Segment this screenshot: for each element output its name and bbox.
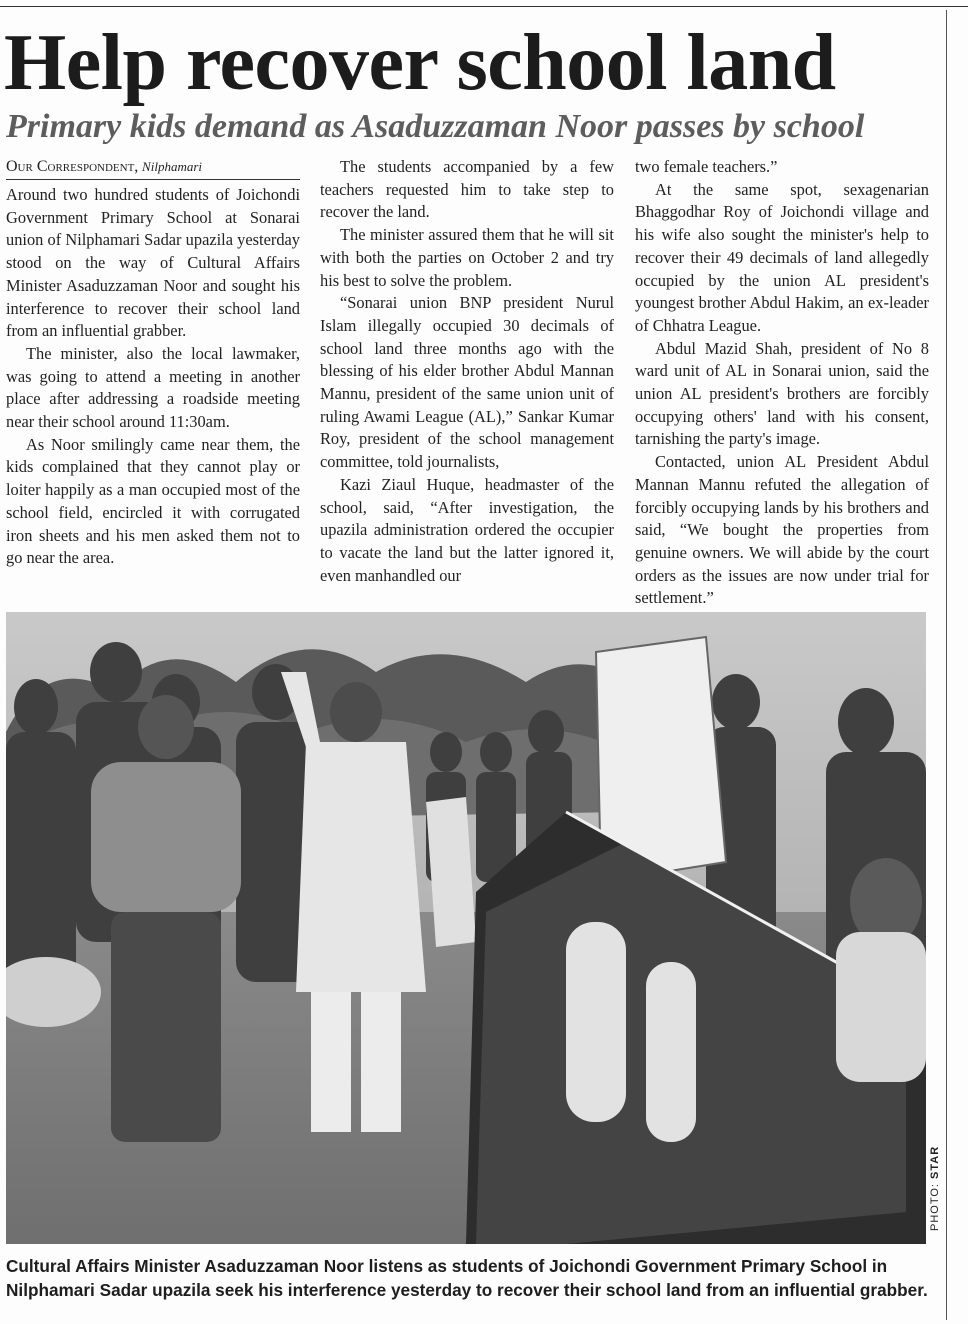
photo-illustration [6,612,926,1244]
news-photo [6,612,926,1244]
photo-credit-prefix: PHOTO: [929,1183,941,1231]
paragraph: The minister, also the local lawmaker, was going to attend a meeting in another place after addressing a roadside meeting near their school around 11:30am. [6,343,300,432]
top-rule [0,6,968,7]
adjacent-article-edge [950,10,968,1320]
paragraph: Around two hundred students of Joichondi Government Primary School at Sonarai union of Nilphamari Sadar upazila yesterday stood on the way of Cultural Affairs Minister Asaduzzaman Noor and sought his interference to recover their school land from an influential grabber. [6,185,300,341]
subhead: Primary kids demand as Asaduzzaman Noor passes by school [6,108,865,145]
paragraph: Contacted, union AL President Abdul Mannan Mannu refuted the allegation of forcibly occupying lands by his brothers and said, “We bought the properties from genuine owners. We will abide by the court orders as the issues are now under trial for settlement.” [635,452,929,608]
paragraph: Abdul Mazid Shah, president of No 8 ward unit of AL in Sonarai union, said the union AL president's brothers are forcibly occupying others' land with his consent, tarnishing the party's image. [635,338,929,449]
paragraph: The minister assured them that he will sit with both the parties on October 2 and try his best to solve the problem. [320,225,614,290]
photo-credit [926,1060,946,1244]
byline-correspondent: Our Correspondent, [6,158,139,175]
photo-caption: Cultural Affairs Minister Asaduzzaman Noor listens as students of Joichondi Government Primary School in Nilphamari Sadar upazila seek his interference yesterday to recover their school land from an influential grabber. [6,1256,928,1300]
article-column-1 [6,156,300,570]
paragraph: At the same spot, sexagenarian Bhaggodhar Roy of Joichondi village and his wife also sought the minister's help to recover their 49 decimals of land allegedly occupied by the union AL president's youngest brother Abdul Hakim, an ex-leader of Chhatra League. [635,179,929,335]
paragraph: Kazi Ziaul Huque, headmaster of the school, said, “After investigation, the upazila administration ordered the occupier to vacate the land but the latter ignored it, even manhandled our [320,474,614,585]
paragraph: As Noor smilingly came near them, the kids complained that they cannot play or loiter happily as a man occupied most of the school field, encircled it with corrugated iron sheets and his men asked them not to go near the area. [6,434,300,568]
paragraph: two female teachers.” [635,157,778,176]
byline [6,156,300,180]
paragraph: “Sonarai union BNP president Nurul Islam illegally occupied 30 decimals of school land three months ago with the blessing of his elder brother Abdul Mannan Mannu, president of the same union unit of ruling Awami League (AL),” Sankar Kumar Roy, president of the school management committee, told journalists, [320,293,614,472]
article-column-2 [320,156,614,587]
headline: Help recover school land [4,19,836,107]
byline-location: Nilphamari [142,159,203,174]
paragraph: The students accompanied by a few teachers requested him to take step to recover the land. [320,157,614,222]
photo-credit-source: STAR [929,1145,941,1179]
article-column-3 [635,156,929,610]
column-divider [946,10,947,1320]
